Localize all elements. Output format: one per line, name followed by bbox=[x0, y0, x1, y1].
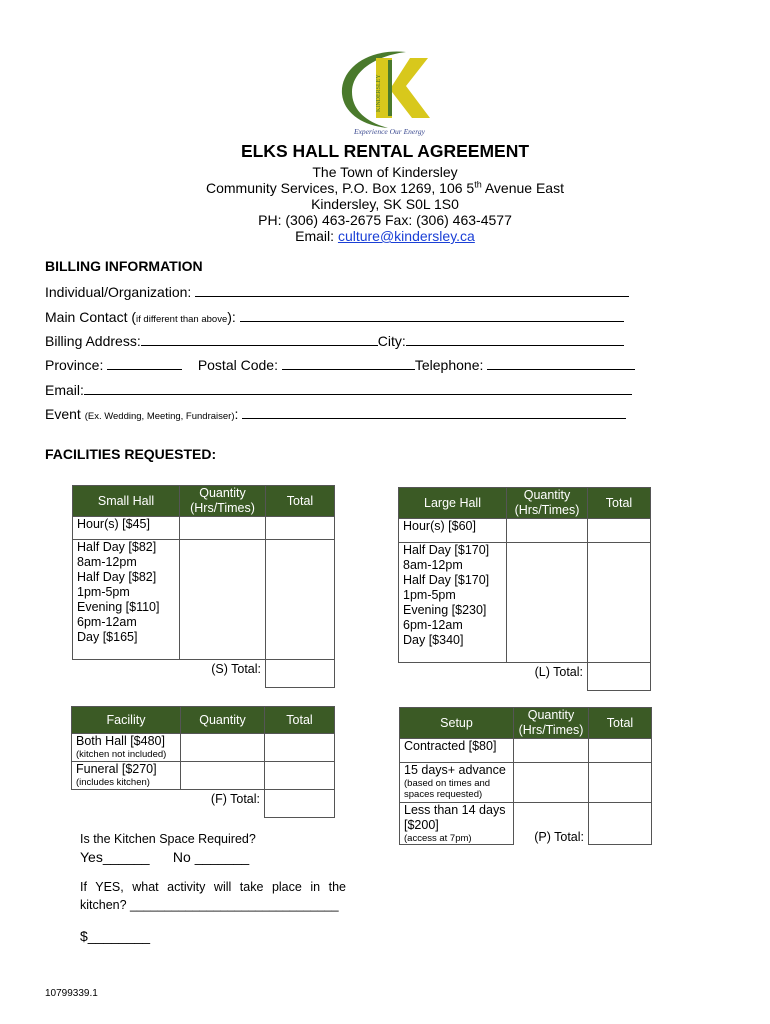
setup-total-field[interactable] bbox=[589, 803, 652, 845]
large-hall-hours-qty[interactable] bbox=[507, 519, 588, 543]
postal-code-field[interactable] bbox=[282, 356, 415, 370]
facility-total-header: Total bbox=[265, 707, 335, 734]
less-than-cell: Less than 14 days [$200] (access at 7pm) bbox=[400, 803, 514, 845]
facilities-heading: FACILITIES REQUESTED: bbox=[45, 446, 217, 462]
small-hall-rates: Half Day [$82] 8am-12pm Half Day [$82] 1pm-5pm Evening [$110] 6pm-12am Day [$165] bbox=[73, 540, 180, 660]
small-hall-table bbox=[72, 485, 335, 688]
funeral-total[interactable] bbox=[265, 762, 335, 790]
small-hall-quantity-header: Quantity (Hrs/Times) bbox=[180, 486, 266, 517]
kitchen-yes-field[interactable]: Yes______ bbox=[80, 849, 150, 865]
email-line: Email: culture@kindersley.ca bbox=[295, 228, 475, 244]
large-hall-table bbox=[398, 487, 651, 691]
contracted-cell: Contracted [$80] bbox=[400, 739, 514, 763]
event-row: Event (Ex. Wedding, Meeting, Fundraiser): bbox=[45, 405, 626, 422]
document-reference: 10799339.1 bbox=[45, 988, 98, 999]
page-title: ELKS HALL RENTAL AGREEMENT bbox=[240, 141, 530, 161]
facility-total-field[interactable] bbox=[265, 790, 335, 818]
large-hall-total-label: (L) Total: bbox=[534, 665, 583, 679]
small-hall-hours-total[interactable] bbox=[266, 517, 335, 540]
setup-header: Setup bbox=[400, 708, 514, 739]
email-field[interactable] bbox=[84, 381, 632, 395]
facility-quantity-header: Quantity bbox=[181, 707, 265, 734]
large-hall-header: Large Hall bbox=[399, 488, 507, 519]
email-row: Email: bbox=[45, 381, 632, 398]
funeral-cell: Funeral [$270] (includes kitchen) bbox=[72, 762, 181, 790]
small-hall-rates-qty[interactable] bbox=[180, 540, 266, 660]
kindersley-logo-graphic bbox=[336, 46, 460, 136]
logo-tagline: Experience Our Energy bbox=[354, 127, 425, 136]
large-hall-quantity-header: Quantity (Hrs/Times) bbox=[507, 488, 588, 519]
small-hall-total-field[interactable] bbox=[266, 660, 335, 688]
setup-total-header: Total bbox=[589, 708, 652, 739]
large-hall-rates-qty[interactable] bbox=[507, 543, 588, 663]
billing-address-row: Billing Address: City: bbox=[45, 332, 624, 349]
contracted-total[interactable] bbox=[589, 739, 652, 763]
kitchen-no-field[interactable]: No _______ bbox=[172, 849, 250, 865]
both-hall-cell: Both Hall [$480] (kitchen not included) bbox=[72, 734, 181, 762]
kitchen-question: Is the Kitchen Space Required? bbox=[80, 832, 256, 846]
facility-table bbox=[71, 706, 335, 818]
facility-header: Facility bbox=[72, 707, 181, 734]
facility-total-label: (F) Total: bbox=[210, 792, 260, 806]
large-hall-rates-total[interactable] bbox=[588, 543, 651, 663]
billing-heading: BILLING INFORMATION bbox=[45, 258, 203, 274]
advance-qty[interactable] bbox=[514, 763, 589, 803]
setup-quantity-header: Quantity (Hrs/Times) bbox=[514, 708, 589, 739]
province-row: Province: Postal Code: Telephone: bbox=[45, 356, 635, 373]
large-hall-total-field[interactable] bbox=[588, 663, 651, 691]
large-hall-rates: Half Day [$170] 8am-12pm Half Day [$170] 1pm-5pm Evening [$230] 6pm-12am Day [$340] bbox=[399, 543, 507, 663]
large-hall-hours: Hour(s) [$60] bbox=[399, 519, 507, 543]
address-line-3: Kindersley, SK S0L 1S0 bbox=[311, 196, 459, 212]
kitchen-activity[interactable]: If YES, what activity will take place in the kitchen? ______________________________ bbox=[80, 880, 346, 912]
both-hall-qty[interactable] bbox=[181, 734, 265, 762]
advance-total[interactable] bbox=[589, 763, 652, 803]
setup-table bbox=[399, 707, 652, 845]
address-line-2: Community Services, P.O. Box 1269, 106 5th Avenue East bbox=[206, 179, 564, 196]
large-hall-hours-total[interactable] bbox=[588, 519, 651, 543]
advance-cell: 15 days+ advance (based on times and spaces requested) bbox=[400, 763, 514, 803]
small-hall-total-header: Total bbox=[266, 486, 335, 517]
kindersley-logo bbox=[336, 46, 460, 136]
city-field[interactable] bbox=[406, 332, 624, 346]
small-hall-hours: Hour(s) [$45] bbox=[73, 517, 180, 540]
both-hall-total[interactable] bbox=[265, 734, 335, 762]
kitchen-dollar-field[interactable]: $________ bbox=[80, 928, 151, 944]
main-contact-row: Main Contact (if different than above): bbox=[45, 308, 624, 325]
small-hall-header: Small Hall bbox=[73, 486, 180, 517]
setup-total-label: (P) Total: bbox=[534, 829, 584, 844]
individual-row: Individual/Organization: bbox=[45, 283, 629, 300]
address-line-1: The Town of Kindersley bbox=[312, 164, 458, 180]
main-contact-field[interactable] bbox=[240, 308, 624, 322]
small-hall-total-label: (S) Total: bbox=[211, 662, 261, 676]
large-hall-total-header: Total bbox=[588, 488, 651, 519]
individual-field[interactable] bbox=[195, 283, 629, 297]
kitchen-yes-no bbox=[80, 849, 249, 865]
email-link[interactable]: culture@kindersley.ca bbox=[337, 228, 475, 244]
svg-text:KINDERSLEY: KINDERSLEY bbox=[376, 74, 382, 112]
billing-address-field[interactable] bbox=[141, 332, 378, 346]
small-hall-hours-qty[interactable] bbox=[180, 517, 266, 540]
telephone-field[interactable] bbox=[487, 356, 635, 370]
phone-fax-line: PH: (306) 463-2675 Fax: (306) 463-4577 bbox=[258, 212, 512, 228]
funeral-qty[interactable] bbox=[181, 762, 265, 790]
small-hall-rates-total[interactable] bbox=[266, 540, 335, 660]
contracted-qty[interactable] bbox=[514, 739, 589, 763]
province-field[interactable] bbox=[107, 356, 182, 370]
event-field[interactable] bbox=[242, 405, 626, 419]
